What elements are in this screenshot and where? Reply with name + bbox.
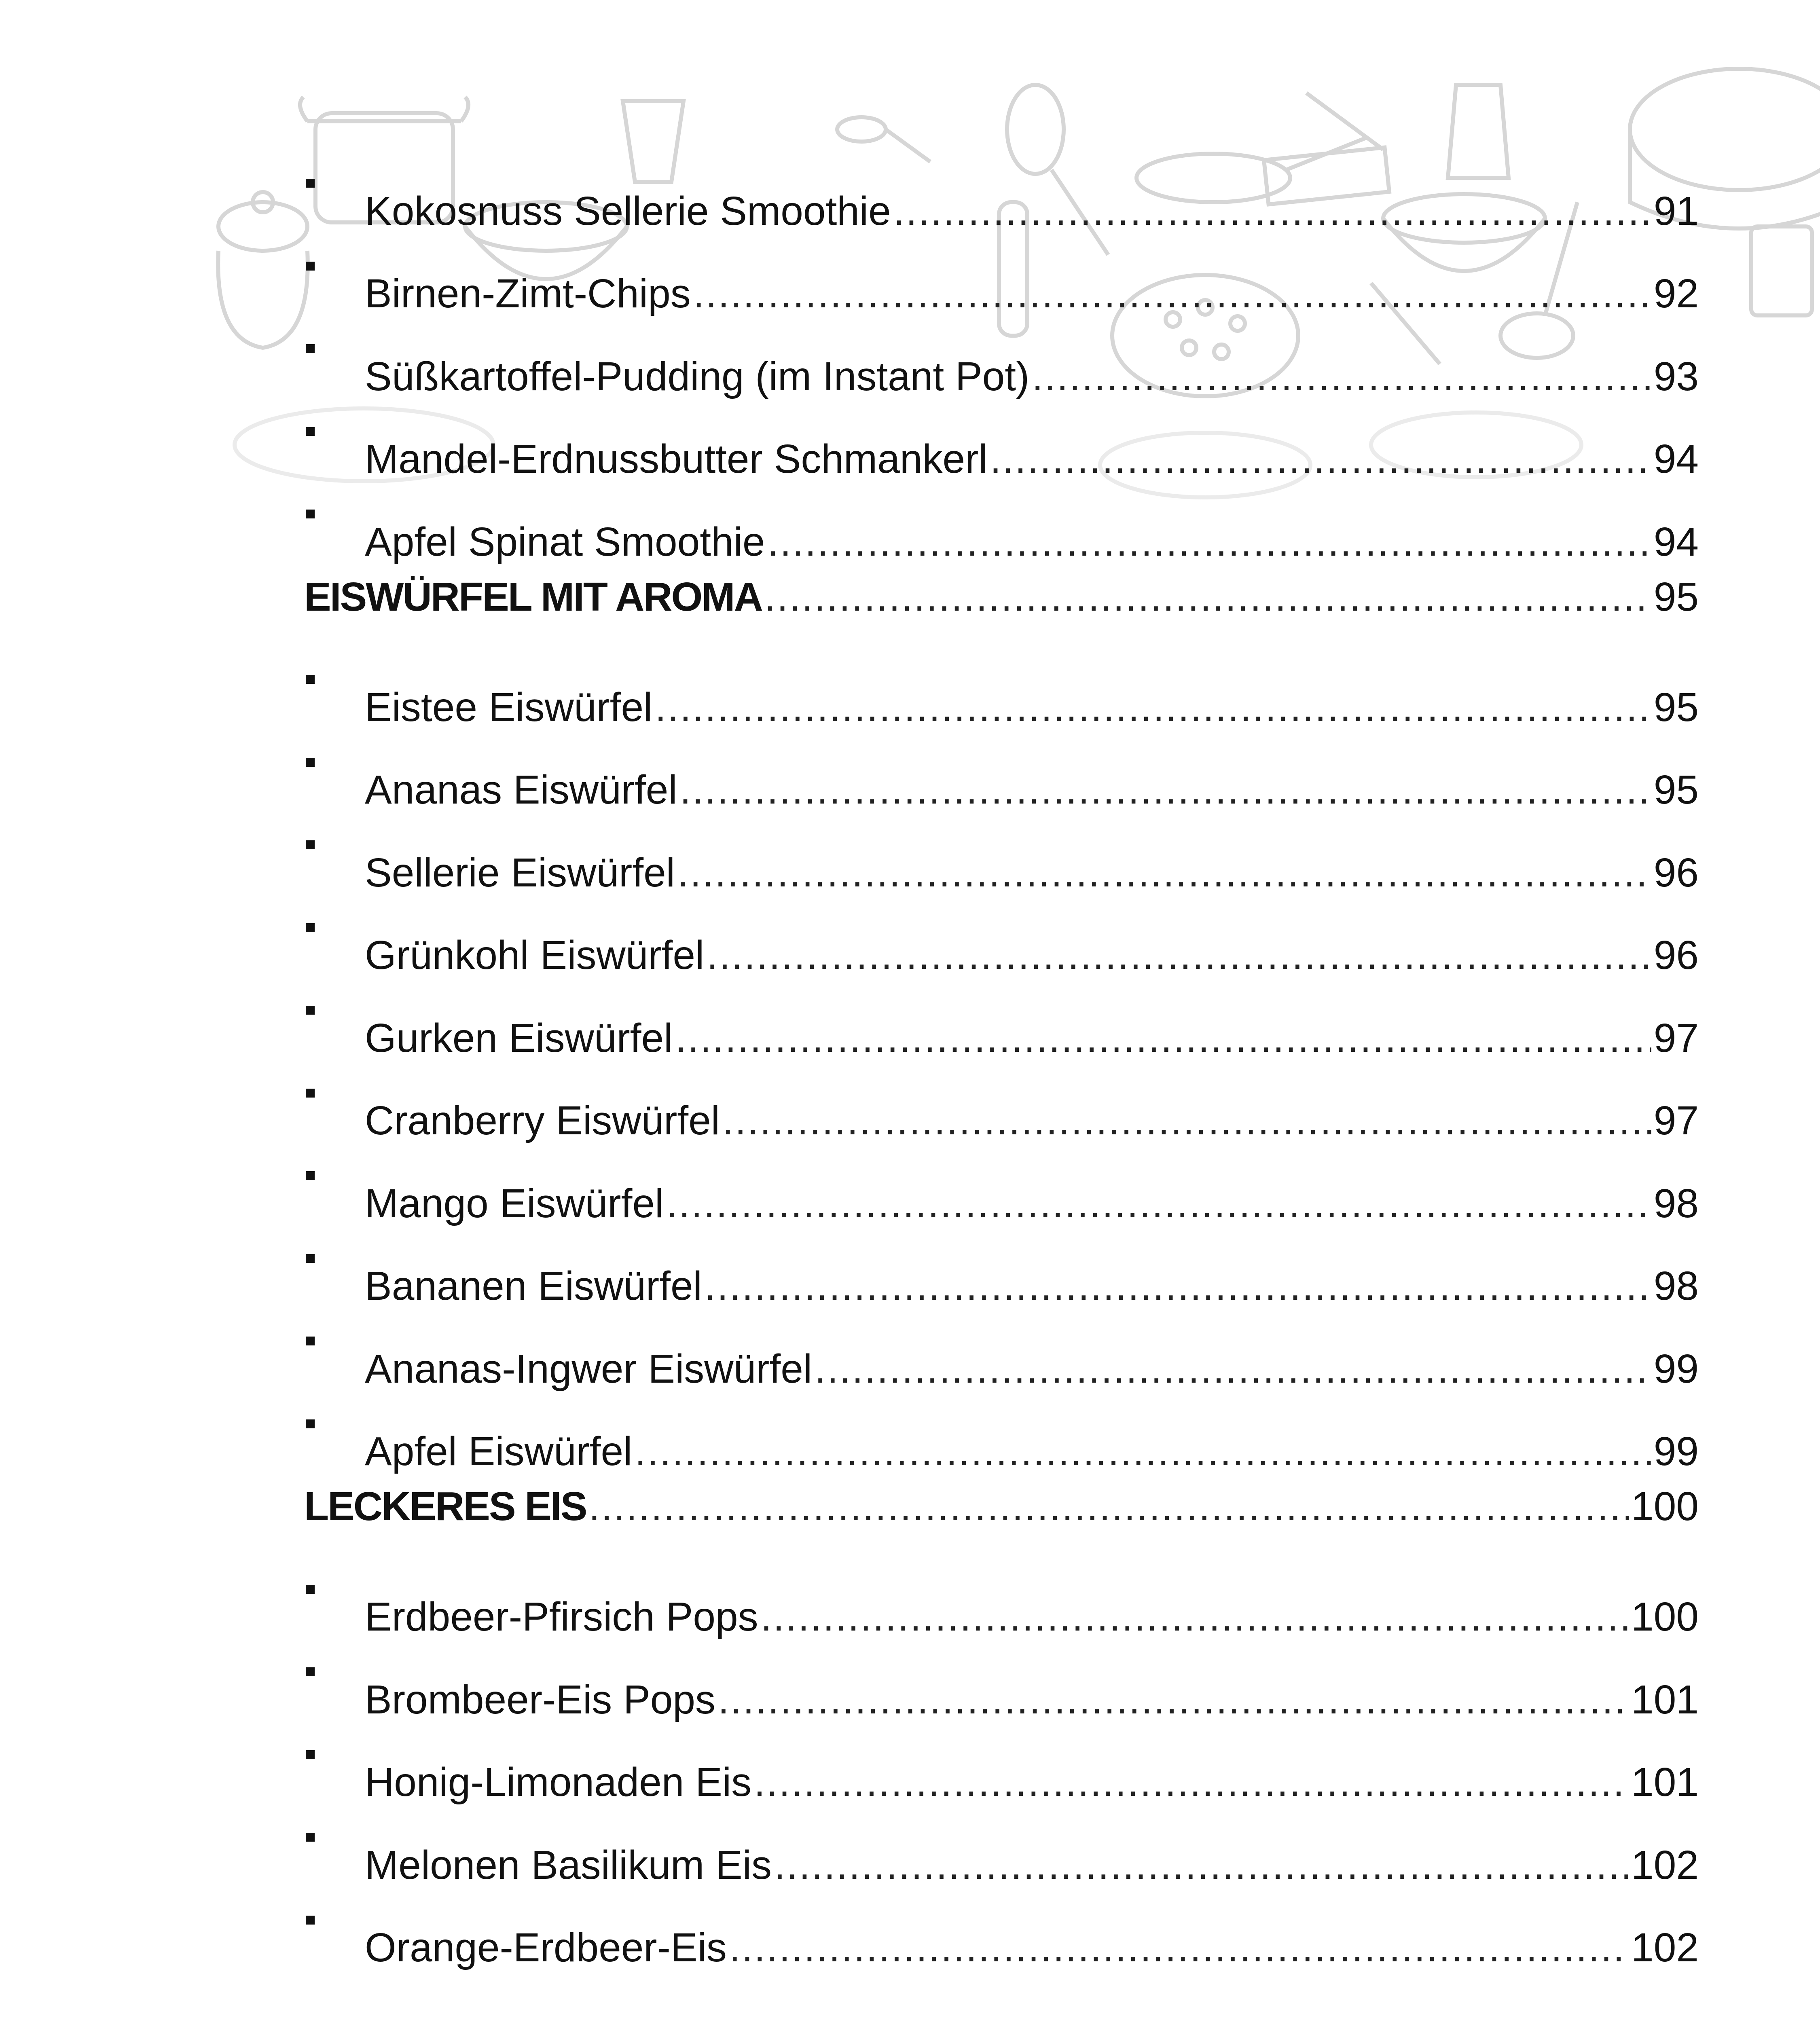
toc-entry-title: Apfel Eiswürfel <box>365 1429 633 1474</box>
bullet-icon <box>304 307 365 390</box>
bullet-icon <box>304 1383 365 1466</box>
toc-section-title: EISWÜRFEL MIT AROMA <box>304 574 762 620</box>
bullet-icon <box>304 473 365 556</box>
toc-page-number: 95 <box>1653 767 1699 812</box>
toc-page-number: 98 <box>1653 1263 1699 1309</box>
bullet-icon <box>304 886 365 969</box>
toc-page-number: 97 <box>1653 1098 1699 1143</box>
dot-leader <box>754 1741 1629 1824</box>
toc-entry-title: Grünkohl Eiswürfel <box>365 933 705 978</box>
toc-entry[interactable] <box>304 142 1699 234</box>
dot-leader <box>680 749 1651 831</box>
toc-entry-title: Sellerie Eiswürfel <box>365 850 675 895</box>
toc-page-number: 100 <box>1631 1484 1699 1529</box>
lidded-pot-icon <box>218 192 308 348</box>
toc-page-number: 94 <box>1653 436 1699 482</box>
toc-page-number: 99 <box>1653 1346 1699 1392</box>
toc-entry-title: Birnen-Zimt-Chips <box>365 271 691 316</box>
bullet-icon <box>304 1134 365 1217</box>
toc-entry-title: Ananas Eiswürfel <box>365 767 677 812</box>
bullet-icon <box>304 1052 365 1135</box>
bullet-icon <box>304 225 365 308</box>
toc-page-number: 96 <box>1653 933 1699 978</box>
dot-leader <box>677 831 1651 914</box>
kitchen-scale-icon <box>1751 226 1812 315</box>
toc-entry-title: Gurken Eiswürfel <box>365 1015 673 1061</box>
dot-leader <box>589 1465 1629 1548</box>
toc-entry-title: Mandel-Erdnussbutter Schmankerl <box>365 436 988 482</box>
toc-entry-title: Honig-Limonaden Eis <box>365 1760 752 1805</box>
toc-entry-title: Eistee Eiswürfel <box>365 684 653 730</box>
toc-page-number: 94 <box>1653 519 1699 565</box>
toc-page-number: 92 <box>1653 271 1699 316</box>
dot-leader <box>718 1658 1629 1741</box>
dot-leader <box>707 914 1651 997</box>
toc-entry-title: Bananen Eiswürfel <box>365 1263 702 1309</box>
dot-leader <box>666 1162 1651 1245</box>
toc-entry[interactable] <box>304 1548 1699 1639</box>
bullet-icon <box>304 969 365 1052</box>
table-of-contents <box>304 142 1699 1970</box>
toc-section-heading[interactable] <box>304 556 1699 639</box>
toc-entry-title: Mango Eiswürfel <box>365 1180 664 1226</box>
bullet-icon <box>304 721 365 804</box>
toc-entry-title: Brombeer-Eis Pops <box>365 1677 715 1722</box>
bullet-icon <box>304 1796 365 1879</box>
toc-entry-title: Orange-Erdbeer-Eis <box>365 1925 727 1970</box>
toc-page-number: 98 <box>1653 1180 1699 1226</box>
toc-entry-title: Melonen Basilikum Eis <box>365 1842 772 1888</box>
knife-icon <box>1306 93 1383 150</box>
dot-leader <box>722 1079 1651 1162</box>
toc-entry-title: Kokosnuss Sellerie Smoothie <box>365 188 891 234</box>
toc-section-title: LECKERES EIS <box>304 1484 586 1529</box>
toc-page-number: 91 <box>1653 188 1699 234</box>
toc-entry-title: Apfel Spinat Smoothie <box>365 519 765 565</box>
dot-leader <box>893 170 1651 253</box>
toc-page-number: 95 <box>1653 574 1699 620</box>
dot-leader <box>774 1824 1629 1907</box>
dot-leader <box>764 556 1651 639</box>
toc-page-number: 97 <box>1653 1015 1699 1061</box>
toc-entry-title: Ananas-Ingwer Eiswürfel <box>365 1346 813 1392</box>
bullet-icon <box>304 804 365 886</box>
dot-leader <box>705 1245 1651 1328</box>
dot-leader <box>990 418 1651 501</box>
toc-entry-title: Erdbeer-Pfirsich Pops <box>365 1594 758 1639</box>
bullet-icon <box>304 1300 365 1383</box>
bullet-icon <box>304 390 365 473</box>
toc-page-number: 100 <box>1631 1594 1699 1639</box>
dot-leader <box>1032 335 1651 418</box>
toc-page-number: 101 <box>1631 1760 1699 1805</box>
dot-leader <box>815 1328 1651 1411</box>
toc-page-number: 101 <box>1631 1677 1699 1722</box>
bullet-icon <box>304 1713 365 1796</box>
toc-entry[interactable] <box>304 638 1699 730</box>
toc-section-heading[interactable] <box>304 1465 1699 1548</box>
dot-leader <box>729 1906 1629 1989</box>
dot-leader <box>761 1576 1629 1658</box>
bullet-icon <box>304 1879 365 1962</box>
dot-leader <box>655 666 1651 749</box>
toc-page-number: 95 <box>1653 684 1699 730</box>
toc-entry-title: Cranberry Eiswürfel <box>365 1098 720 1143</box>
toc-page-number: 96 <box>1653 850 1699 895</box>
toc-entry-title: Süßkartoffel-Pudding (im Instant Pot) <box>365 353 1030 399</box>
toc-page-number: 102 <box>1631 1842 1699 1888</box>
bullet-icon <box>304 1217 365 1300</box>
toc-page-number: 102 <box>1631 1925 1699 1970</box>
toc-page-number: 99 <box>1653 1429 1699 1474</box>
bullet-icon <box>304 1548 365 1631</box>
dot-leader <box>693 252 1651 335</box>
bullet-icon <box>304 142 365 225</box>
bullet-icon <box>304 638 365 721</box>
bullet-icon <box>304 1631 365 1713</box>
toc-page-number: 93 <box>1653 353 1699 399</box>
dot-leader <box>675 997 1651 1080</box>
